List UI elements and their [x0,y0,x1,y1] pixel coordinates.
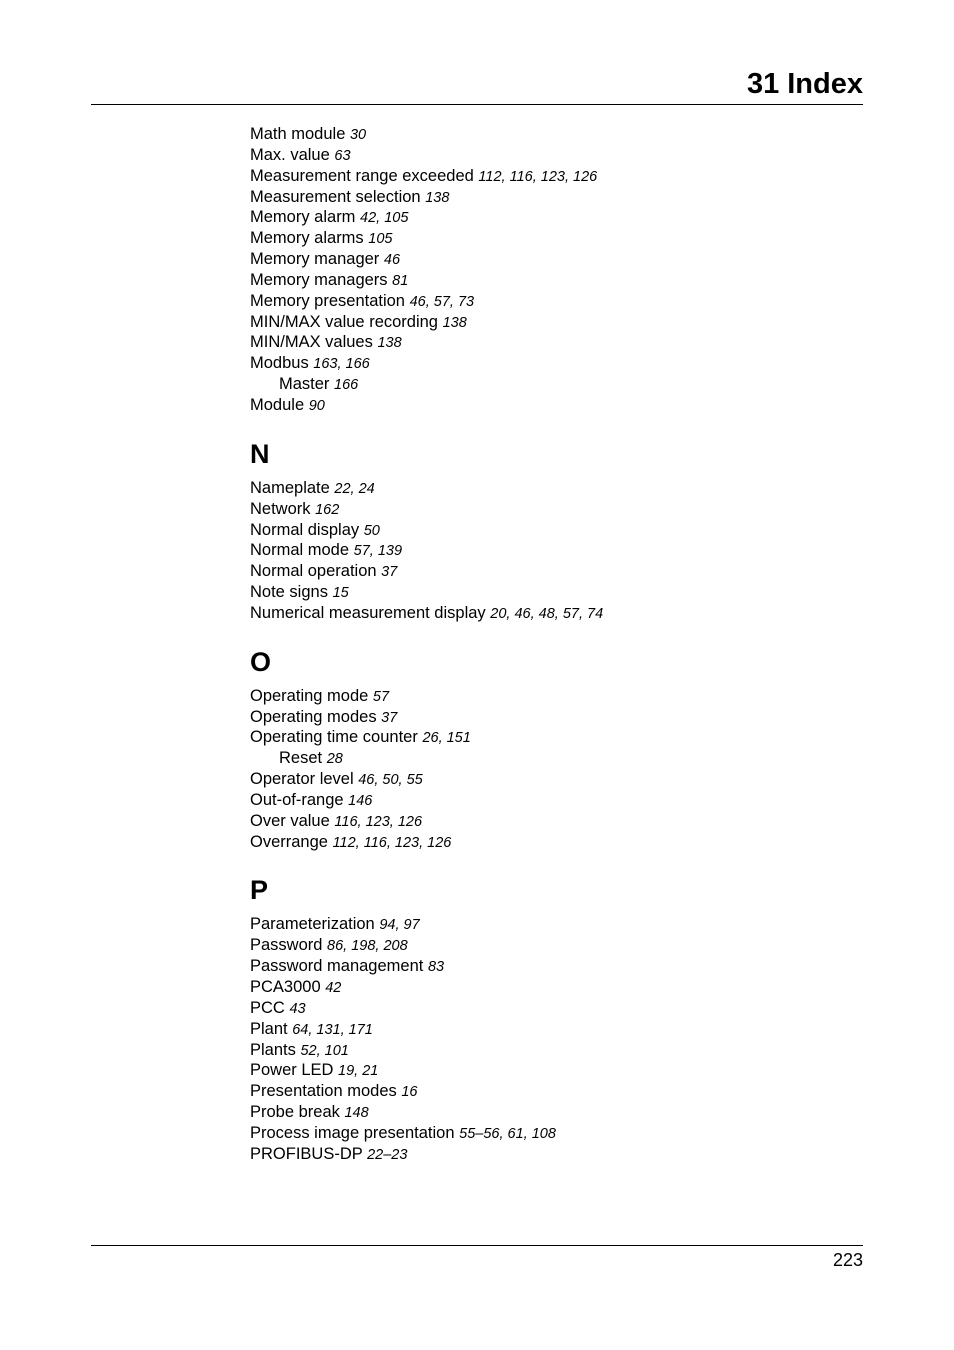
page-references: 116, 123, 126 [334,813,423,830]
index-entry [250,811,850,832]
page-references: 37 [381,709,398,726]
page-references: 81 [392,272,409,289]
page-references: 86, 198, 208 [327,938,408,955]
page-references: 112, 116, 123, 126 [332,834,452,851]
index-section [250,873,850,1164]
page-references: 26, 151 [422,730,471,747]
index-entry [250,832,850,853]
section-letter: N [250,438,270,469]
index-entry [250,956,850,977]
index-term: Probe break [250,1103,340,1122]
index-term: Memory alarm [250,208,356,227]
page-references: 138 [442,314,467,331]
chapter-title: 31 Index [746,68,863,100]
section-letter: P [250,875,269,906]
index-entry [250,935,850,956]
index-term: Out-of-range [250,790,344,809]
index-term: Power LED [250,1061,334,1080]
index-entry [250,228,850,249]
index-entry [250,270,850,291]
index-term: Plant [250,1019,288,1038]
index-term: Numerical measurement display [250,603,486,622]
index-content [250,124,850,1165]
index-entry [250,1019,850,1040]
index-term: Operating mode [250,686,369,705]
index-term: Max. value [250,145,330,164]
index-entry [250,395,850,416]
index-entry [250,998,850,1019]
page-references: 19, 21 [338,1063,379,1080]
index-term: Master [279,375,330,394]
index-term: Normal display [250,520,360,539]
page-references: 46, 57, 73 [409,293,475,310]
index-entry [250,1102,850,1123]
index-term: Modbus [250,354,309,373]
index-entry [250,312,850,333]
index-term: Operating modes [250,707,377,726]
index-entry [250,1060,850,1081]
index-section [250,437,850,624]
page-references: 90 [308,397,325,414]
footer-rule [91,1245,863,1246]
index-section [250,124,850,416]
index-entry [250,291,850,312]
index-term: PCC [250,998,285,1017]
page-references: 15 [332,585,349,602]
page-references: 138 [377,335,402,352]
index-term: Overrange [250,832,328,851]
page-references: 37 [381,564,398,581]
index-term: Operator level [250,770,354,789]
index-subentry [250,748,850,769]
index-term: Process image presentation [250,1123,455,1142]
index-term: Memory presentation [250,291,405,310]
index-entry [250,145,850,166]
header-rule [91,104,863,105]
page-references: 46 [383,252,401,269]
index-entry [250,914,850,935]
index-entry [250,769,850,790]
page-references: 57 [372,688,390,705]
index-term: Normal operation [250,562,377,581]
index-entry [250,353,850,374]
index-term: Math module [250,125,346,143]
index-term: Reset [279,749,323,768]
index-term: Password [250,936,323,955]
page-references: 138 [425,189,450,206]
page-references: 163, 166 [313,356,370,373]
index-entry [250,1040,850,1061]
index-entry [250,478,850,499]
index-entry [250,561,850,582]
page-references: 52, 101 [300,1042,349,1059]
index-entry [250,249,850,270]
page-references: 30 [349,127,367,143]
index-section [250,645,850,853]
page-references: 16 [401,1084,418,1101]
page-references: 83 [427,959,445,976]
page-references: 42 [325,980,342,996]
index-term: Normal mode [250,541,350,560]
page-references: 64, 131, 171 [292,1021,373,1038]
index-term: Presentation modes [250,1082,397,1101]
index-term: Network [250,499,311,518]
page-references: 55–56, 61, 108 [459,1125,556,1142]
page-number: 223 [832,1250,863,1270]
index-entry [250,187,850,208]
index-term: Over value [250,811,330,830]
page-references: 50 [363,522,380,539]
page-references: 28 [326,751,343,768]
index-term: Memory managers [250,270,388,289]
index-entry [250,727,850,748]
index-entry [250,603,850,624]
index-entry [250,1081,850,1102]
index-term: Memory manager [250,250,380,269]
index-entry [250,520,850,541]
index-term: PROFIBUS-DP [250,1144,363,1163]
index-term: MIN/MAX value recording [250,312,438,331]
index-entry [250,207,850,228]
index-term: Parameterization [250,915,375,934]
index-entry [250,686,850,707]
index-entry [250,1144,850,1165]
index-entry [250,166,850,187]
page-references: 146 [348,792,373,809]
page-references: 42, 105 [360,210,409,227]
index-term: Plants [250,1040,296,1059]
page-references: 166 [334,377,359,394]
index-entry [250,977,850,998]
page-references: 57, 139 [353,543,403,560]
page-references: 22–23 [367,1146,408,1163]
section-letter: O [250,646,272,677]
page-references: 162 [315,501,340,518]
index-term: Module [250,395,305,414]
page-references: 63 [334,147,351,164]
index-entry [250,499,850,520]
index-term: Memory alarms [250,229,364,248]
page-references: 148 [344,1105,369,1122]
index-entry [250,582,850,603]
page-references: 94, 97 [379,917,420,934]
page-references: 112, 116, 123, 126 [478,168,598,185]
index-term: Measurement range exceeded [250,166,474,185]
index-term: PCA3000 [250,978,321,996]
index-entry [250,540,850,561]
index-entry [250,790,850,811]
index-term: Nameplate [250,478,330,497]
index-term: Password management [250,957,424,976]
page-references: 22, 24 [334,480,375,497]
page-references: 43 [289,1000,306,1017]
index-entry [250,124,850,145]
index-entry [250,332,850,353]
page-references: 46, 50, 55 [358,772,423,789]
index-term: Measurement selection [250,187,421,206]
index-term: Note signs [250,583,328,602]
index-subentry [250,374,850,395]
index-entry [250,707,850,728]
page-references: 105 [368,231,393,248]
index-term: MIN/MAX values [250,333,373,352]
index-term: Operating time counter [250,728,418,747]
page-references: 20, 46, 48, 57, 74 [490,605,604,622]
index-entry [250,1123,850,1144]
